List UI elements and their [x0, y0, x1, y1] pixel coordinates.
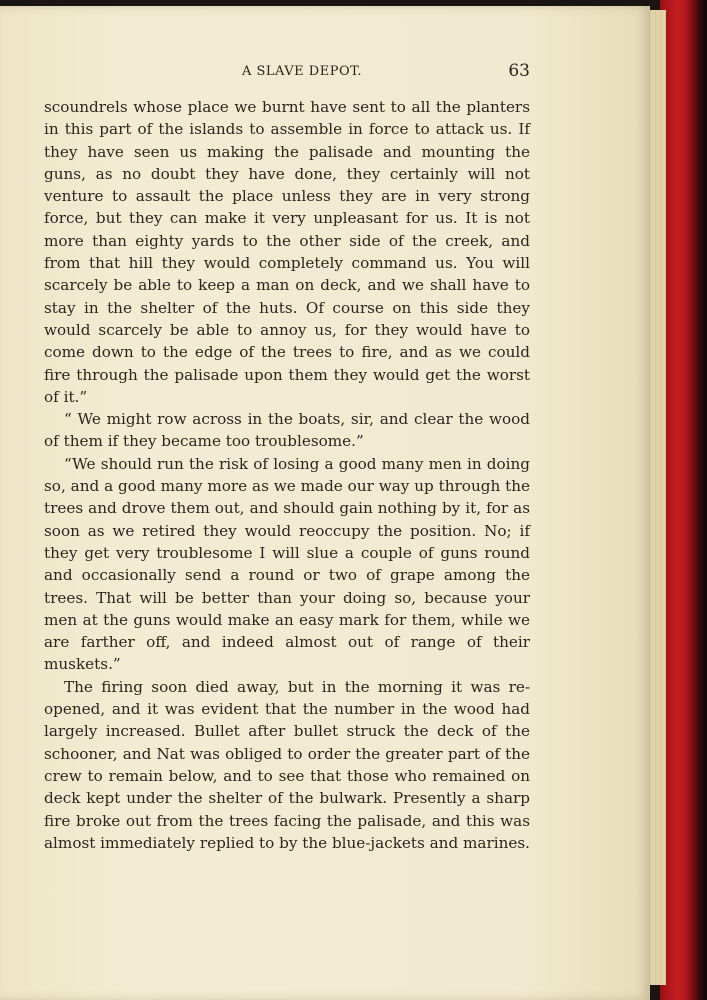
- paragraph-1: scoundrels whose place we burnt have sent to all the planters in this part of the islands to assemble in force to attack us. If they have seen us making the palisade and mounting the guns, as no doubt they have done, they certainly will not venture to assault the place unless they are in very strong force, but they can make it very unpleasant for us. It is not more than eighty yards to the other side of the creek, and from that hill they would completely command us. You will scarcely be able to keep a man on deck, and we shall have to stay in the shelter of the huts. Of course on this side they would scarcely be able to annoy us, for they would have to come down to the edge of the trees to fire, and as we could fire through the palisade upon them they would get the worst of it.”: [44, 98, 530, 406]
- running-title: A SLAVE DEPOT.: [241, 64, 363, 79]
- paragraph-4: The firing soon died away, but in the morning it was re-opened, and it was evident that the number in the wood had largely increased. Bullet after bullet struck the deck of the schooner, and Nat was obliged to order the greater part of the crew to remain below, and to see that those who remained on deck kept under the shelter of the bulwark. Presently a sharp fire broke out from the trees facing the palisade, and this was almost immediately replied to by the blue-jackets and marines.: [44, 677, 530, 852]
- page-header: [44, 61, 530, 83]
- paragraph-3: “We should run the risk of losing a good many men in doing so, and a good many more as we made our way up through the trees and drove them out, and should gain nothing by it, for as soon as we retired they would reoccupy the position. No; if they get very troublesome I will slue a couple of guns round and occasionally send a round or two of grape among the trees. That will be better than your doing so, because your men at the guns would make an easy mark for them, while we are farther off, and indeed almost out of range of their muskets.”: [44, 454, 530, 674]
- paragraph-2: “ We might row across in the boats, sir, and clear the wood of them if they became too troublesome.”: [44, 410, 530, 451]
- page-number: 63: [508, 61, 530, 81]
- cover-shadow: [686, 0, 707, 1000]
- body-text: [44, 96, 530, 854]
